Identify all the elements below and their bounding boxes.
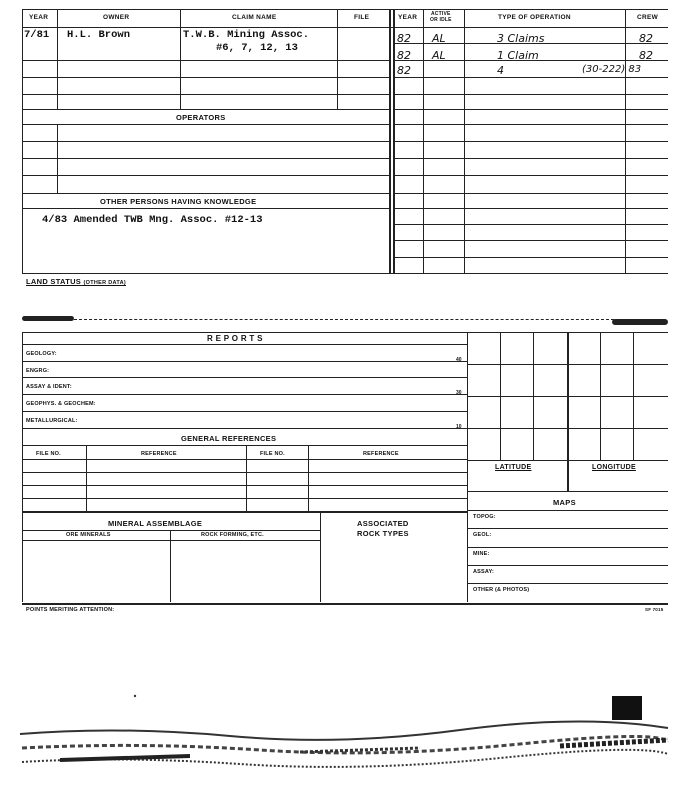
- report-geophys: GEOPHYS. & GEOCHEM:: [26, 401, 96, 407]
- map-assay: ASSAY:: [473, 569, 495, 575]
- report-num-30: 30: [456, 390, 462, 396]
- other-persons-entry: 4/83 Amended TWB Mng. Assoc. #12-13: [42, 214, 263, 226]
- rock-forming-label: ROCK FORMING, ETC.: [201, 532, 264, 538]
- header-owner: OWNER: [103, 14, 130, 21]
- report-engrg: ENGRG:: [26, 368, 50, 374]
- report-num-40: 40: [456, 357, 462, 363]
- land-status-label: LAND STATUS: [26, 277, 82, 286]
- op-3-type: 4: [497, 64, 504, 77]
- claim-name-line1: T.W.B. Mining Assoc.: [183, 29, 310, 41]
- land-status-title: [26, 277, 126, 286]
- ref-reference-2: REFERENCE: [363, 451, 399, 457]
- owner-date: 7/81: [24, 29, 50, 41]
- top-section-bottom: [22, 273, 668, 274]
- maps-title: MAPS: [553, 498, 576, 507]
- operators-title: OPERATORS: [176, 113, 226, 122]
- op-1-type: 3 Claims: [497, 32, 545, 45]
- report-metallurgical: METALLURGICAL:: [26, 418, 78, 424]
- reports-title: R E P O R T S: [207, 334, 263, 343]
- header-active: ACTIVE: [431, 11, 451, 17]
- map-mine: MINE:: [473, 551, 490, 557]
- report-assay: ASSAY & IDENT:: [26, 384, 72, 390]
- map-topog: TOPOG:: [473, 514, 496, 520]
- claim-name-line2: #6, 7, 12, 13: [216, 42, 298, 54]
- ore-minerals-label: ORE MINERALS: [66, 532, 111, 538]
- report-geology: GEOLOGY:: [26, 351, 57, 357]
- map-other: OTHER (& PHOTOS): [473, 587, 530, 593]
- land-status-sub: (OTHER DATA): [83, 280, 126, 286]
- rock-types-label: ROCK TYPES: [357, 529, 409, 538]
- other-persons-title: OTHER PERSONS HAVING KNOWLEDGE: [100, 197, 257, 206]
- op-2-type: 1 Claim: [497, 49, 539, 62]
- header-claim-name: CLAIM NAME: [232, 14, 277, 21]
- scan-noise-band: [0, 690, 678, 800]
- header-type-of-operation: TYPE OF OPERATION: [498, 14, 571, 21]
- ref-file-no-1: FILE NO.: [36, 451, 61, 457]
- op-3-crew: (30-222) 83: [582, 64, 642, 75]
- associated-label: ASSOCIATED: [357, 519, 409, 528]
- points-meriting-attention: POINTS MERITING ATTENTION:: [26, 607, 115, 613]
- latitude-label: LATITUDE: [495, 464, 532, 471]
- header-year-ops: YEAR: [398, 14, 418, 21]
- op-2-year: 82: [397, 49, 411, 62]
- mineral-assemblage-title: MINERAL ASSEMBLAGE: [108, 519, 203, 528]
- ref-file-no-2: FILE NO.: [260, 451, 285, 457]
- form-number: SF 7015: [645, 607, 664, 612]
- op-2-status: AL: [432, 49, 446, 62]
- ref-reference-1: REFERENCE: [141, 451, 177, 457]
- op-1-status: AL: [432, 32, 446, 45]
- top-border: [22, 9, 668, 10]
- center-divider: [389, 9, 391, 273]
- header-rule: [22, 27, 668, 28]
- map-geol: GEOL:: [473, 532, 492, 538]
- header-file: FILE: [354, 14, 370, 21]
- scan-smudge-right: [612, 319, 668, 325]
- report-num-10: 10: [456, 424, 462, 430]
- header-or-idle: OR IDLE: [430, 17, 452, 23]
- scan-smudge-left: [22, 316, 74, 321]
- header-crew: CREW: [637, 14, 659, 21]
- longitude-label: LONGITUDE: [592, 464, 636, 471]
- op-1-crew: 82: [639, 32, 653, 45]
- owner-name: H.L. Brown: [67, 29, 131, 41]
- op-1-year: 82: [397, 32, 411, 45]
- header-year: YEAR: [29, 14, 49, 21]
- op-3-year: 82: [397, 64, 411, 77]
- general-references-title: GENERAL REFERENCES: [181, 434, 277, 443]
- op-2-crew: 82: [639, 49, 653, 62]
